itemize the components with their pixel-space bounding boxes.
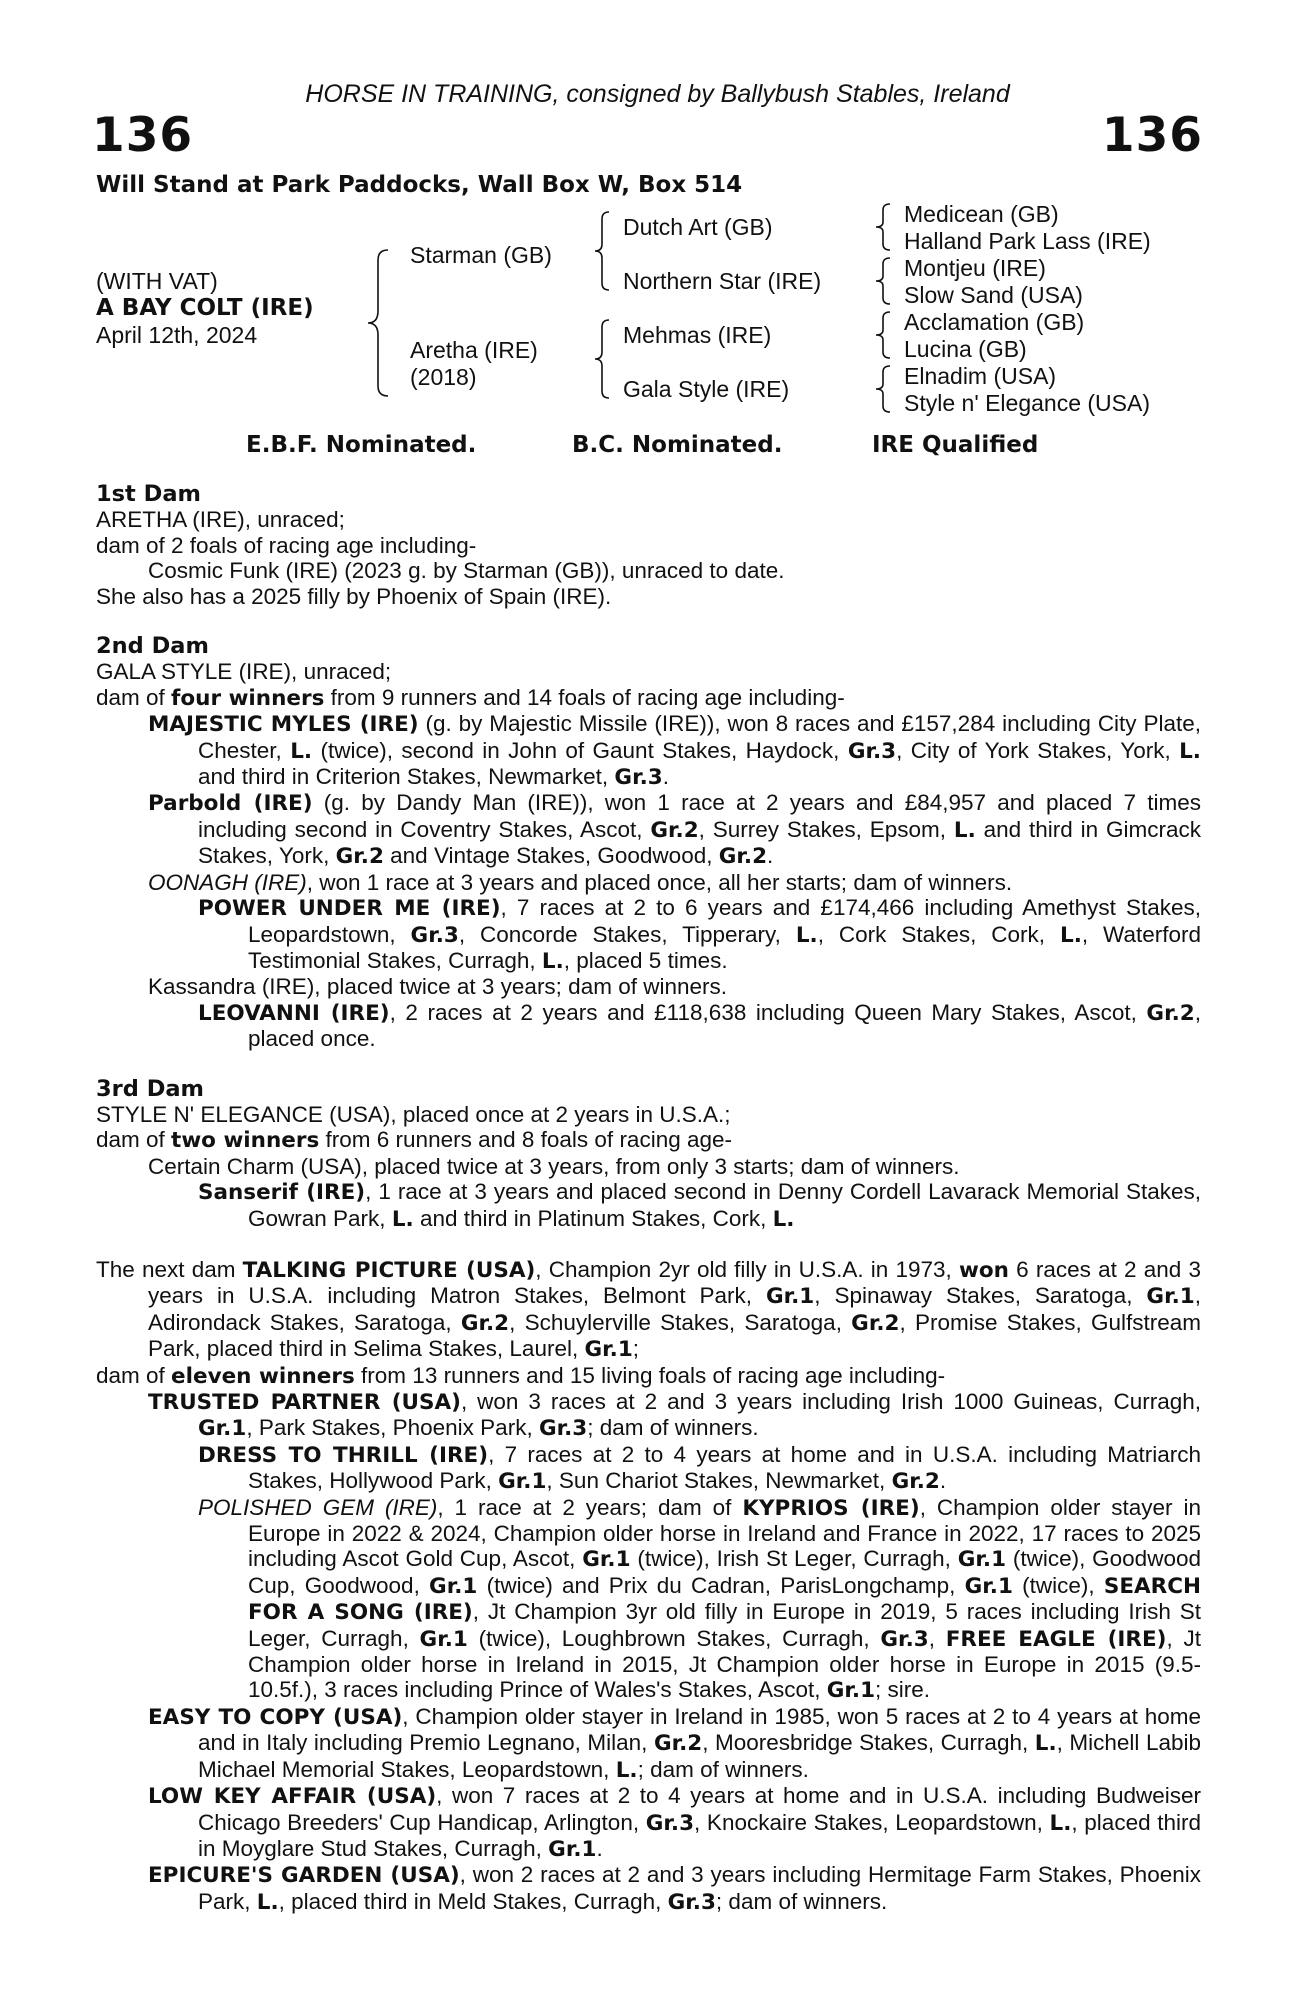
third-dam-line: STYLE N' ELEGANCE (USA), placed once at 2 years in U.S.A.; xyxy=(96,1101,731,1127)
brace-main xyxy=(366,248,390,398)
produce-entry: POWER UNDER ME (IRE), 7 races at 2 to 6 years and £174,466 including Amethyst Stakes, Leopardstown, Gr.3, Concorde Stakes, Tipperary, L., Cork Stakes, Cork, L., Waterford Testimonial Stakes, Curragh, L., placed 5 times. xyxy=(198,895,1202,974)
dam-details xyxy=(96,482,1201,1915)
produce-entry: Certain Charm (USA), placed twice at 3 years, from only 3 starts; dam of winners. xyxy=(148,1153,960,1179)
produce-entry: MAJESTIC MYLES (IRE) (g. by Majestic Missile (IRE)), won 8 races and £157,284 including City Plate, Chester, L. (twice), second in John of Gaunt Stakes, Haydock, Gr.3, City of York Stakes, York, L. and third in Criterion Stakes, Newmarket, Gr.3. xyxy=(148,711,1201,791)
horse-trusted-partner: TRUSTED PARTNER (USA) xyxy=(148,1390,461,1415)
dam-dam: Gala Style (IRE) xyxy=(623,376,790,402)
sire-sire: Dutch Art (GB) xyxy=(623,214,773,240)
dam-year: (2018) xyxy=(410,364,477,390)
brace-sire xyxy=(593,210,611,292)
third-dam-title: 3rd Dam xyxy=(96,1075,204,1102)
second-dam-line: GALA STYLE (IRE), unraced; xyxy=(96,659,392,685)
horse-talking-picture: TALKING PICTURE (USA) xyxy=(242,1257,536,1283)
first-dam-produce: dam of 2 foals of racing age including- xyxy=(96,532,477,558)
foaling-date: April 12th, 2024 xyxy=(96,322,258,348)
produce-entry: LEOVANNI (IRE), 2 races at 2 years and £118,638 including Queen Mary Stakes, Ascot, Gr.2, placed once. xyxy=(198,999,1201,1052)
granddam-2: Slow Sand (USA) xyxy=(904,282,1083,308)
produce-entry: EASY TO COPY (USA), Champion older stayer in Ireland in 1985, won 5 races at 2 to 4 years at home and in Italy including Premio Legnano, Milan, Gr.2, Mooresbridge Stakes, Curragh, L., Michell Labib Michael Memorial Stakes, Leopardstown, L.; dam of winners. xyxy=(148,1703,1201,1783)
stand-location: Will Stand at Park Paddocks, Wall Box W, Box 514 xyxy=(96,172,743,198)
brace-g3 xyxy=(874,310,892,360)
produce-entry: Sanserif (IRE), 1 race at 3 years and placed second in Denny Cordell Lavarack Memorial Stakes, Gowran Park, L. and third in Platinum Stakes, Cork, L. xyxy=(198,1179,1201,1232)
granddam-3: Lucina (GB) xyxy=(904,336,1027,362)
first-dam-line: ARETHA (IRE), unraced; xyxy=(96,507,345,533)
produce-entry: TRUSTED PARTNER (USA), won 3 races at 2 and 3 years including Irish 1000 Guineas, Curragh, Gr.1, Park Stakes, Phoenix Park, Gr.3; dam of winners. xyxy=(148,1389,1201,1442)
produce-entry: OONAGH (IRE), won 1 race at 3 years and placed once, all her starts; dam of winners. xyxy=(148,869,1013,895)
horse-parbold: Parbold (IRE) xyxy=(148,791,313,817)
produce-entry: Parbold (IRE) (g. by Dandy Man (IRE)), won 1 race at 2 years and £84,957 and placed 7 times including second in Coventry Stakes, Ascot, Gr.2, Surrey Stakes, Epsom, L. and third in Gimcrack Stakes, York, Gr.2 and Vintage Stakes, Goodwood, Gr.2. xyxy=(148,790,1202,870)
sire-dam: Northern Star (IRE) xyxy=(623,268,822,294)
lot-number-left: 136 xyxy=(92,108,194,163)
horse-low-key-affair: LOW KEY AFFAIR (USA) xyxy=(148,1784,437,1810)
second-dam-title: 2nd Dam xyxy=(96,633,209,660)
brace-dam xyxy=(593,318,611,400)
grandsire-2: Montjeu (IRE) xyxy=(904,255,1046,281)
horse-majestic-myles: MAJESTIC MYLES (IRE) xyxy=(148,712,419,738)
grandsire-4: Elnadim (USA) xyxy=(904,363,1057,389)
brace-g1 xyxy=(874,202,892,252)
bc-nomination: B.C. Nominated. xyxy=(572,432,783,458)
horse-name: A BAY COLT (IRE) xyxy=(96,295,314,321)
granddam-4: Style n' Elegance (USA) xyxy=(904,390,1151,416)
ebf-nomination: E.B.F. Nominated. xyxy=(246,432,477,458)
second-dam-produce: dam of four winners from 9 runners and 14 foals of racing age including- xyxy=(96,684,845,711)
granddam-1: Halland Park Lass (IRE) xyxy=(904,228,1151,254)
horse-dress-to-thrill: DRESS TO THRILL (IRE) xyxy=(198,1442,489,1468)
vat-note: (WITH VAT) xyxy=(96,268,218,294)
produce-entry: LOW KEY AFFAIR (USA), won 7 races at 2 to 4 years at home and in U.S.A. including Budweiser Chicago Breeders' Cup Handicap, Arlington, Gr.3, Knockaire Stakes, Leopardstown, L., placed third in Moyglare Stud Stakes, Curragh, Gr.1. xyxy=(148,1783,1201,1862)
first-dam-foal: Cosmic Funk (IRE) (2023 g. by Starman (GB)), unraced to date. xyxy=(148,558,785,584)
third-dam-produce: dam of two winners from 6 runners and 8 foals of racing age- xyxy=(96,1127,733,1154)
produce-entry: DRESS TO THRILL (IRE), 7 races at 2 to 4 years at home and in U.S.A. including Matriarch Stakes, Hollywood Park, Gr.1, Sun Chariot Stakes, Newmarket, Gr.2. xyxy=(198,1441,1202,1495)
dam-name: Aretha (IRE) xyxy=(410,337,538,363)
horse-sanserif: Sanserif (IRE) xyxy=(198,1180,366,1206)
horse-polished-gem: POLISHED GEM (IRE) xyxy=(198,1494,438,1520)
horse-power-under-me: POWER UNDER ME (IRE) xyxy=(198,896,501,922)
grandsire-1: Medicean (GB) xyxy=(904,201,1059,227)
horse-epicures-garden: EPICURE'S GARDEN (USA) xyxy=(148,1863,460,1889)
horse-easy-to-copy: EASY TO COPY (USA) xyxy=(148,1704,403,1730)
first-dam-note: She also has a 2025 filly by Phoenix of Spain (IRE). xyxy=(96,583,612,609)
next-dam-produce: dam of eleven winners from 13 runners and 15 living foals of racing age including- xyxy=(96,1362,946,1389)
lot-number-right: 136 xyxy=(1101,108,1203,163)
horse-leovanni: LEOVANNI (IRE) xyxy=(198,1000,390,1026)
produce-entry: EPICURE'S GARDEN (USA), won 2 races at 2 and 3 years including Hermitage Farm Stakes, Phoenix Park, L., placed third in Meld Stakes, Curragh, Gr.3; dam of winners. xyxy=(148,1862,1201,1915)
produce-entry: POLISHED GEM (IRE), 1 race at 2 years; dam of KYPRIOS (IRE), Champion older stayer in Europe in 2022 & 2024, Champion older horse in Ireland and France in 2022, 17 races to 2025 including Ascot Gold Cup, Ascot, Gr.1 (twice), Irish St Leger, Curragh, Gr.1 (twice), Goodwood Cup, Goodwood, Gr.1 (twice) and Prix du Cadran, ParisLongchamp, Gr.1 (twice), SEARCH FOR A SONG (IRE), Jt Champion 3yr old filly in Europe in 2019, 5 races including Irish St Leger, Curragh, Gr.1 (twice), Loughbrown Stakes, Curragh, Gr.3, FREE EAGLE (IRE), Jt Champion older horse in Ireland in 2015, Jt Champion older horse in Europe in 2015 (9.5-10.5f.), 3 races including Prince of Wales's Stakes, Ascot, Gr.1; sire. xyxy=(198,1494,1201,1704)
brace-g2 xyxy=(874,256,892,306)
brace-g4 xyxy=(874,364,892,414)
sire-name: Starman (GB) xyxy=(410,242,552,268)
produce-entry: Kassandra (IRE), placed twice at 3 years; dam of winners. xyxy=(148,974,728,1000)
consignment-header: HORSE IN TRAINING, consigned by Ballybush Stables, Ireland xyxy=(305,80,1010,108)
dam-sire: Mehmas (IRE) xyxy=(623,322,772,348)
horse-oonagh: OONAGH (IRE) xyxy=(148,869,307,895)
next-dam-entry: The next dam TALKING PICTURE (USA), Champion 2yr old filly in U.S.A. in 1973, won 6 races at 2 and 3 years in U.S.A. including Matron Stakes, Belmont Park, Gr.1, Spinaway Stakes, Saratoga, Gr.1, Adirondack Stakes, Saratoga, Gr.2, Schuylerville Stakes, Saratoga, Gr.2, Promise Stakes, Gulfstream Park, placed third in Selima Stakes, Laurel, Gr.1; xyxy=(96,1256,1201,1363)
first-dam-title: 1st Dam xyxy=(96,481,201,507)
ire-qualified: IRE Qualified xyxy=(872,432,1039,458)
grandsire-3: Acclamation (GB) xyxy=(904,309,1085,335)
